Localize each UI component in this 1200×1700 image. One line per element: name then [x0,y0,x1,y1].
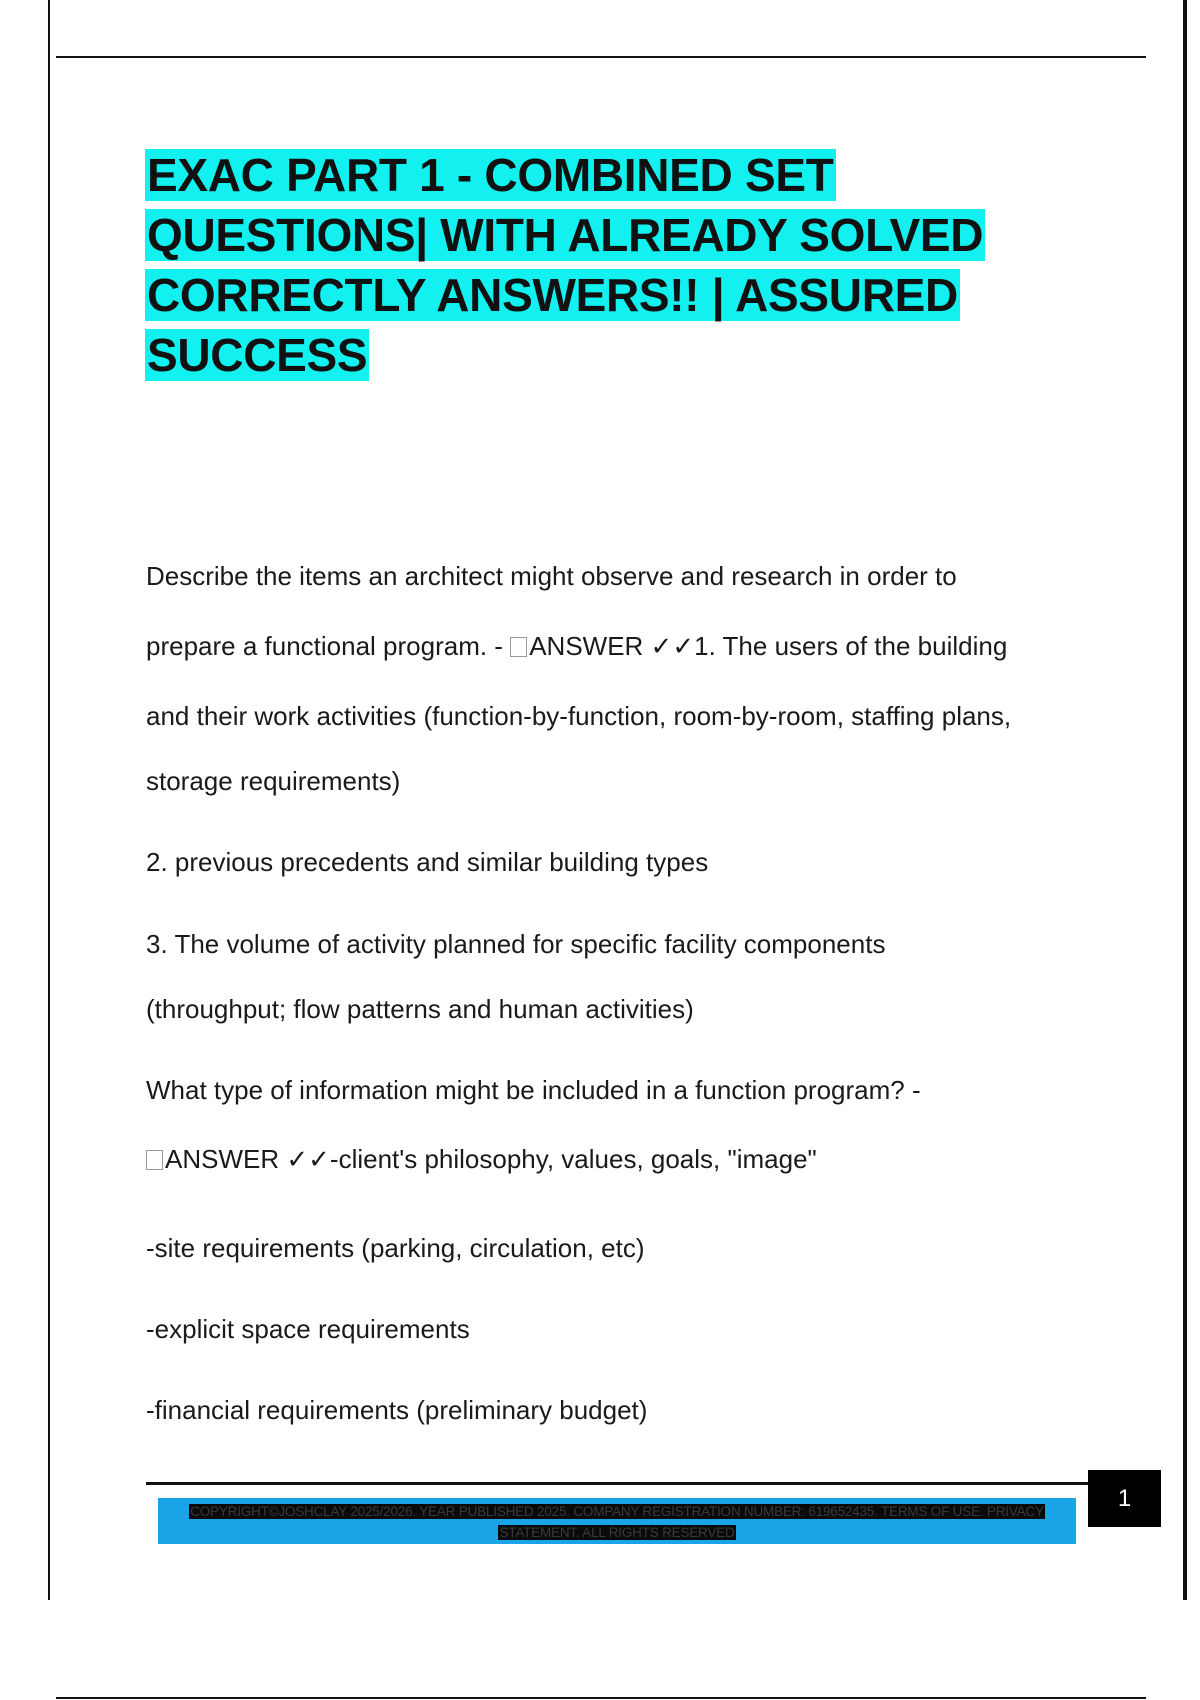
body-line: 2. previous precedents and similar building types [146,847,709,877]
header-rule [56,56,1146,58]
page-number: 1 [1088,1470,1161,1527]
footer-rule [146,1482,1090,1485]
next-page-rule [56,1697,1146,1699]
body-line: What type of information might be included in a function program? - [146,1075,921,1105]
copyright-notice [158,1501,1076,1543]
page-right-border [1183,0,1187,1600]
page-left-border [48,0,50,1600]
body-line [146,631,1007,662]
body-line: -site requirements (parking, circulation, etc) [146,1233,645,1263]
body-line: and their work activities (function-by-function, room-by-room, staffing plans, [146,701,1012,731]
missing-glyph-box-icon [510,637,527,657]
answer-text: ANSWER ✓✓1. The users of the building [529,631,1008,661]
document-title [145,145,1065,385]
copyright-line-2: STATEMENT. ALL RIGHTS RESERVED [499,1525,735,1540]
body-line-text: prepare a functional program. - [146,631,511,661]
body-line: -financial requirements (preliminary budget) [146,1395,648,1425]
body-line: 3. The volume of activity planned for specific facility components [146,929,886,959]
body-line [146,1144,817,1175]
body-line: Describe the items an architect might observe and research in order to [146,561,957,591]
body-line: storage requirements) [146,766,401,796]
copyright-line-1: COPYRIGHT©JOSHCLAY 2025/2026. YEAR PUBLISHED 2025. COMPANY REGISTRATION NUMBER: 619652435. TERMS OF USE. PRIVACY [190,1504,1044,1519]
body-line: (throughput; flow patterns and human activities) [146,994,694,1024]
body-line: -explicit space requirements [146,1314,470,1344]
answer-text: ANSWER ✓✓-client's philosophy, values, goals, "image" [165,1144,817,1174]
missing-glyph-box-icon [146,1150,163,1170]
document-title-text: EXAC PART 1 - COMBINED SET QUESTIONS| WITH ALREADY SOLVED CORRECTLY ANSWERS!! | ASSURED SUCCESS [147,149,984,381]
